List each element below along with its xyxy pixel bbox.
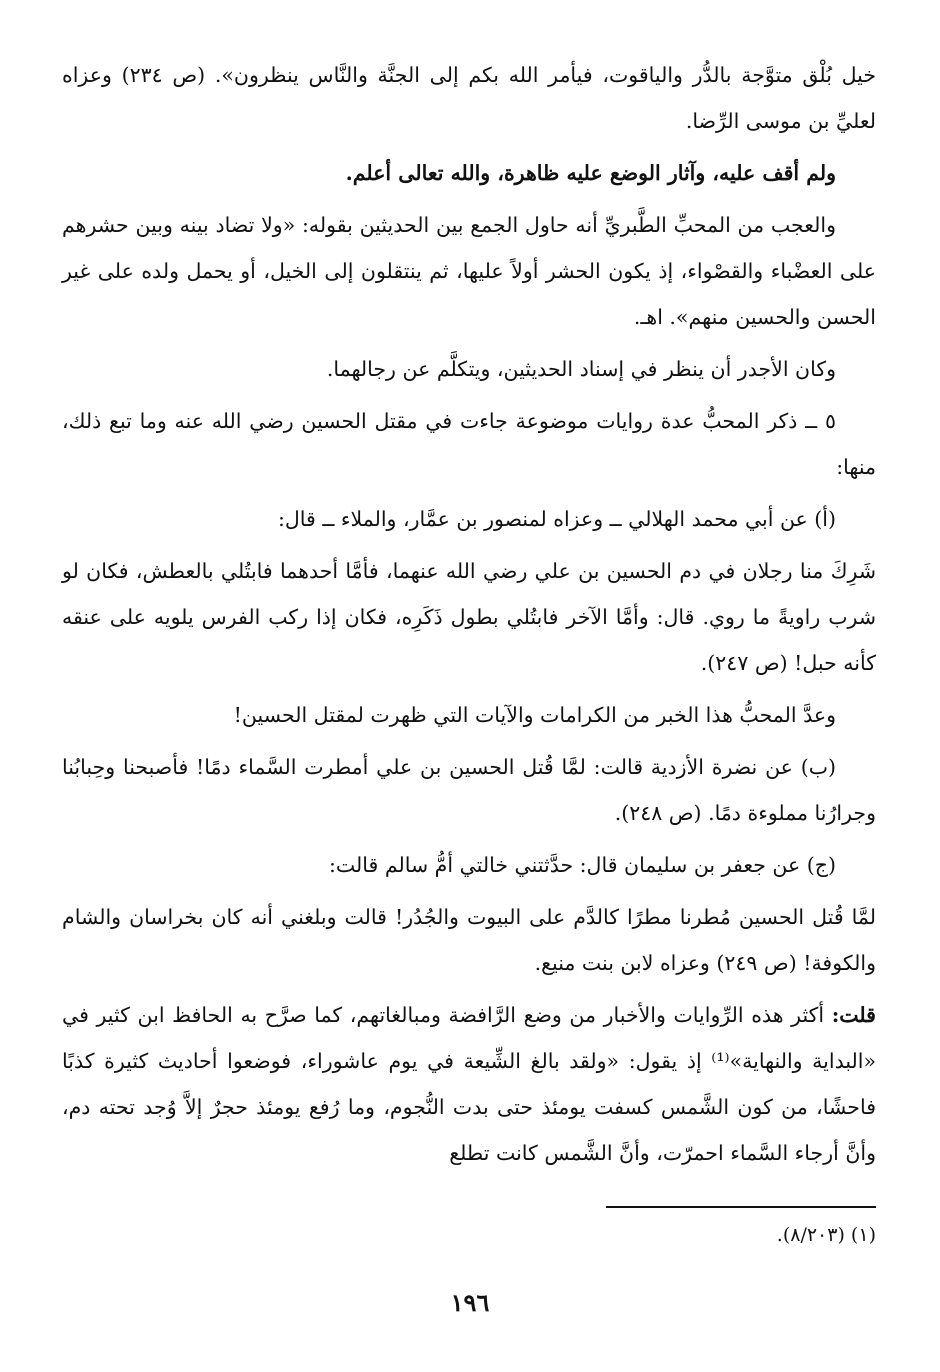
- paragraph-5-text: ٥ ــ ذكر المحبُّ عدة روايات موضوعة جاءت في مقتل الحسين رضي الله عنه وما تبع ذلك، منها:: [62, 409, 876, 479]
- paragraph-12-lead: قلت:: [831, 1003, 876, 1027]
- paragraph-10-text: (ج) عن جعفر بن سليمان قال: حدَّثتني خالتي أمُّ سالم قالت:: [329, 853, 836, 877]
- paragraph-5: [62, 398, 876, 490]
- paragraph-3-text: والعجب من المحبِّ الطَّبريِّ أنه حاول الجمع بين الحديثين بقوله: «ولا تضاد بينه وبين حشرهم على العضْباء والقصْواء، إذ يكون الحشر أولاً عليها، ثم ينتقلون إلى الخيل، أو يحمل ولده على غير الحسن والحسين منهم». اهـ.: [62, 213, 876, 329]
- page-body: [62, 52, 876, 1182]
- footnote: (١) (٨/٢٠٣).: [776, 1224, 876, 1246]
- paragraph-9: [62, 744, 876, 836]
- paragraph-8: [62, 692, 876, 738]
- footnote-separator: [606, 1206, 876, 1208]
- page-number: ١٩٦: [450, 1288, 490, 1317]
- paragraph-4: [62, 346, 876, 392]
- paragraph-8-text: وعدَّ المحبُّ هذا الخبر من الكرامات والآيات التي ظهرت لمقتل الحسين!: [233, 703, 836, 727]
- paragraph-11-text: لمَّا قُتل الحسين مُطرنا مطرًا كالدَّم على البيوت والجُدُر! قالت وبلغني أنه كان بخراسان والشام والكوفة! (ص ٢٤٩) وعزاه لابن بنت منيع.: [62, 905, 876, 975]
- paragraph-6-text: (أ) عن أبي محمد الهلالي ــ وعزاه لمنصور بن عمَّار، والملاء ــ قال:: [277, 507, 836, 531]
- paragraph-12-text: أكثر هذه الرِّوايات والأخبار من وضع الرَّافضة ومبالغاتهم، كما صرَّح به الحافظ ابن كثير في «البداية والنهاية»⁽¹⁾ إذ يقول: «ولقد بالغ الشِّيعة في يوم عاشوراء، فوضعوا أحاديث كثيرة كذبًا فاحشًا، من كون الشَّمس كسفت يومئذ حتى بدت النُّجوم، وما رُفع يومئذ حجرٌ إلاَّ وُجد تحته دم، وأنَّ أرجاء السَّماء احمرّت، وأنَّ الشَّمس كانت تطلع: [62, 1003, 876, 1165]
- paragraph-2: [62, 150, 876, 196]
- paragraph-7: [62, 548, 876, 686]
- paragraph-10: [62, 842, 876, 888]
- paragraph-9-text: (ب) عن نضرة الأزدية قالت: لمَّا قُتل الحسين بن علي أمطرت السَّماء دمًا! فأصبحنا وحِبابُنا وجرارُنا مملوءة دمًا. (ص ٢٤٨).: [62, 755, 876, 825]
- paragraph-1-text: خيل بُلْق متوَّجة بالدُّر والياقوت، فيأمر الله بكم إلى الجنَّة والنَّاس ينظرون». (ص ٢٣٤) وعزاه لعليِّ بن موسى الرِّضا.: [62, 63, 876, 133]
- paragraph-3: [62, 202, 876, 340]
- paragraph-7-text: شَرِكَ منا رجلان في دم الحسين بن علي رضي الله عنهما، فأمَّا أحدهما فابتُلي بالعطش، فكان لو شرب راويةً ما روي. قال: وأمَّا الآخر فابتُلي بطول ذَكَرِه، فكان إذا ركب الفرس يلويه على عنقه كأنه حبل! (ص ٢٤٧).: [62, 559, 876, 675]
- paragraph-6: [62, 496, 876, 542]
- paragraph-4-text: وكان الأجدر أن ينظر في إسناد الحديثين، ويتكلَّم عن رجالهما.: [326, 357, 836, 381]
- paragraph-11: [62, 894, 876, 986]
- paragraph-1: [62, 52, 876, 144]
- paragraph-2-text: ولم أقف عليه، وآثار الوضع عليه ظاهرة، والله تعالى أعلم.: [345, 161, 836, 185]
- paragraph-12: [62, 992, 876, 1176]
